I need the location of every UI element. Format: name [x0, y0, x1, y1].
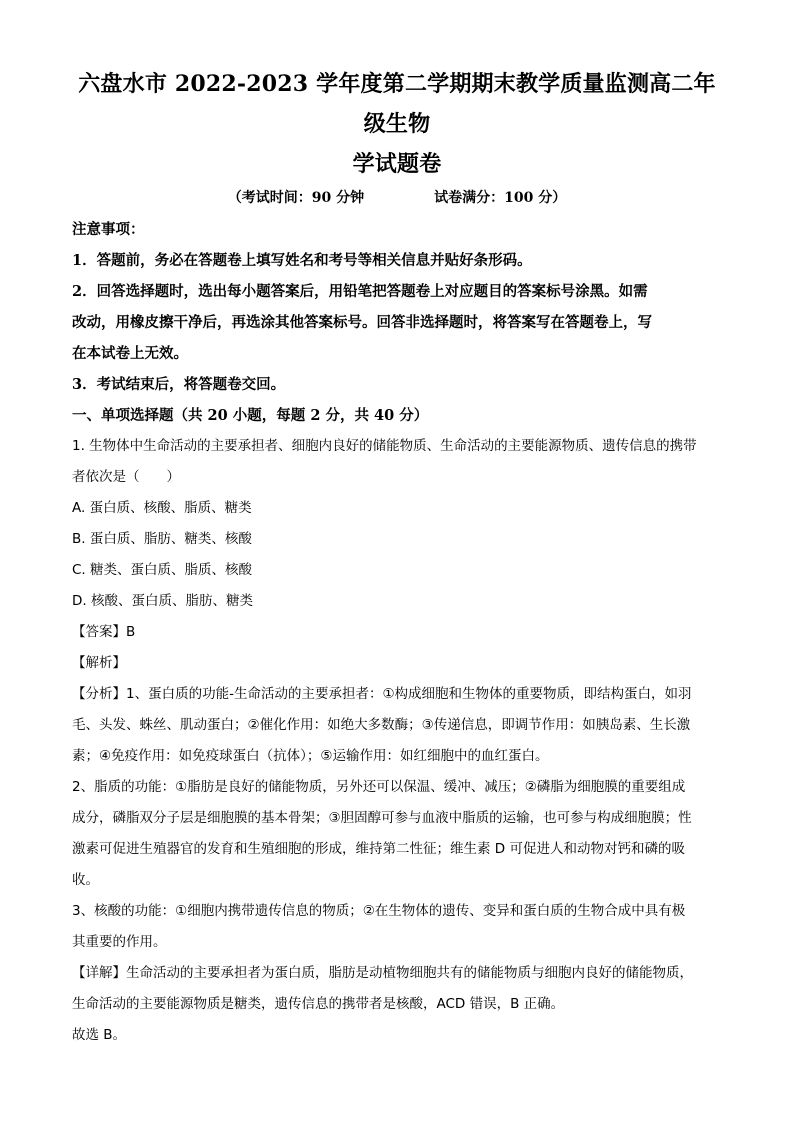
analysis-line [72, 679, 722, 710]
notice-heading: 注意事项： [72, 221, 145, 238]
answer-tag: 【答案】 [72, 624, 126, 640]
exam-info [72, 186, 722, 210]
analysis-line: 素；④免疫作用：如免疫球蛋白（抗体）；⑤运输作用：如红细胞中的血红蛋白。 [72, 748, 549, 764]
exam-title [72, 64, 722, 184]
full-score: 试卷满分：100 分） [434, 190, 567, 206]
conclusion: 故选 B。 [72, 1027, 127, 1043]
question-stem: 1. 生物体中生命活动的主要承担者、细胞内良好的储能物质、生命活动的主要能源物质、遗传信息的携带 [72, 438, 697, 454]
detail-tag: 【详解】 [72, 965, 126, 981]
lipid-line: 2、脂质的功能：①脂肪是良好的储能物质，另外还可以保温、缓冲、减压；②磷脂为细胞膜的重要组成 [72, 779, 686, 795]
option-c: C. 糖类、蛋白质、脂质、核酸 [72, 562, 253, 578]
nucleic-line: 3、核酸的功能：①细胞内携带遗传信息的物质；②在生物体的遗传、变异和蛋白质的生物合成中具有极 [72, 903, 686, 919]
exam-time: （考试时间：90 分钟 [227, 190, 365, 206]
nucleic-line: 其重要的作用。 [72, 934, 167, 950]
notice-item: 在本试卷上无效。 [72, 345, 188, 362]
answer-value: B [126, 624, 136, 640]
exam-title-line2: 学试题卷 [352, 151, 442, 177]
detail-line [72, 958, 722, 989]
answer-line [72, 617, 722, 648]
notice-item: 2．回答选择题时，选出每小题答案后，用铅笔把答题卷上对应题目的答案标号涂黑。如需 [72, 283, 648, 300]
option-d: D. 核酸、蛋白质、脂肪、糖类 [72, 593, 253, 609]
fenxi-tag: 【分析】 [72, 686, 126, 702]
detail-text: 生命活动的主要承担者为蛋白质，脂肪是动植物细胞共有的储能物质与细胞内良好的储能物质， [126, 965, 693, 981]
option-a: A. 蛋白质、核酸、脂质、糖类 [72, 500, 252, 516]
option-b: B. 蛋白质、脂肪、糖类、核酸 [72, 531, 252, 547]
analysis-text: 1、蛋白质的功能-生命活动的主要承担者：①构成细胞和生物体的重要物质，即结构蛋白，如羽 [126, 686, 692, 702]
analysis-tag: 【解析】 [72, 655, 126, 671]
notice-item: 3．考试结束后，将答题卷交回。 [72, 376, 286, 393]
notice-item: 1．答题前，务必在答题卷上填写姓名和考号等相关信息并贴好条形码。 [72, 252, 532, 269]
lipid-line: 收。 [72, 872, 99, 888]
analysis-line: 毛、头发、蛛丝、肌动蛋白；②催化作用：如绝大多数酶；③传递信息，即调节作用：如胰岛素、生长激 [72, 717, 691, 733]
lipid-line: 成分，磷脂双分子层是细胞膜的基本骨架；③胆固醇可参与血液中脂质的运输，也可参与构成细胞膜；性 [72, 810, 692, 826]
lipid-line: 激素可促进生殖器官的发育和生殖细胞的形成，维持第二性征；维生素 D 可促进人和动物对钙和磷的吸 [72, 841, 685, 857]
detail-line: 生命活动的主要能源物质是糖类，遗传信息的携带者是核酸，ACD 错误，B 正确。 [72, 996, 565, 1012]
notice-item: 改动，用橡皮擦干净后，再选涂其他答案标号。回答非选择题时，将答案写在答题卷上，写 [72, 314, 652, 331]
exam-title-line1: 六盘水市 2022-2023 学年度第二学期期末教学质量监测高二年级生物 [78, 71, 716, 137]
section-heading: 一、单项选择题（共 20 小题，每题 2 分，共 40 分） [72, 407, 429, 424]
question-stem: 者依次是（ ） [72, 469, 180, 485]
